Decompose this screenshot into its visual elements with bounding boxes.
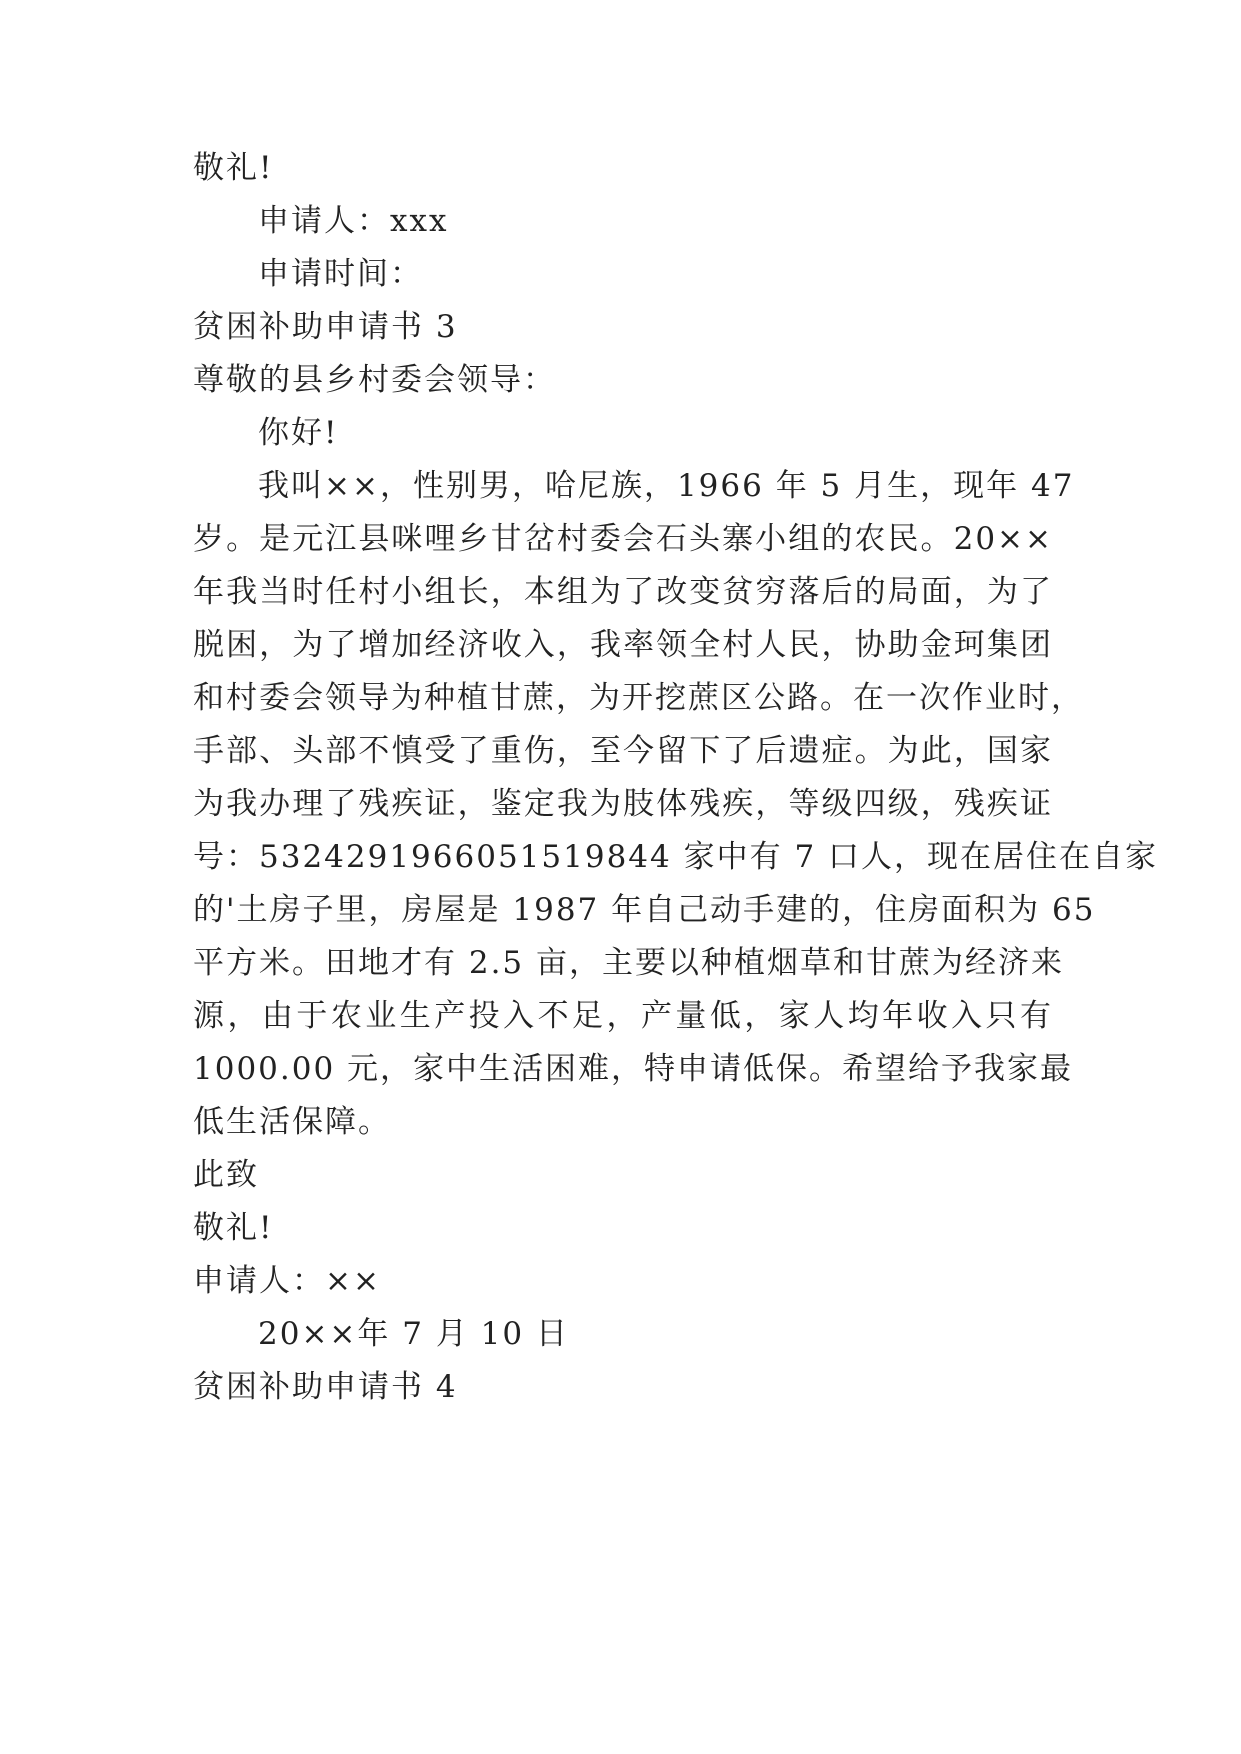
body-line: 源，由于农业生产投入不足，产量低，家人均年收入只有 <box>193 998 1053 1034</box>
closing-salute: 敬礼! <box>193 150 274 186</box>
body-line: 平方米。田地才有 2.5 亩，主要以种植烟草和甘蔗为经济来 <box>193 945 1065 981</box>
salutation: 尊敬的县乡村委会领导： <box>193 362 556 398</box>
body-line: 的'土房子里，房屋是 1987 年自己动手建的，住房面积为 65 <box>193 892 1096 928</box>
body-line: 手部、头部不慎受了重伤，至今留下了后遗症。为此，国家 <box>193 733 1053 769</box>
closing-phrase: 此致 <box>193 1157 259 1193</box>
section-title-3: 贫困补助申请书 3 <box>193 309 458 345</box>
applicant-line: 申请人：xxx <box>258 203 449 239</box>
body-line: 和村委会领导为种植甘蔗，为开挖蔗区公路。在一次作业时， <box>193 680 1084 716</box>
greeting: 你好! <box>258 415 339 451</box>
body-line: 低生活保障。 <box>193 1104 391 1140</box>
applicant-line: 申请人：×× <box>193 1263 381 1299</box>
body-line: 号：53242919660515198​44 家中有 7 口人，现在居住在自家 <box>193 839 1159 875</box>
section-title-4: 贫困补助申请书 4 <box>193 1369 458 1405</box>
body-line: 脱困，为了增加经济收入，我率领全村人民，协助金珂集团 <box>193 627 1053 663</box>
body-line: 为我办理了残疾证，鉴定我为肢体残疾，等级四级，残疾证 <box>193 786 1053 822</box>
body-line: 岁。是元江县咪哩乡甘岔村委会石头寨小组的农民。20×× <box>193 521 1053 557</box>
body-line: 1000.00 元，家中生活困难，特申请低保。希望给予我家最 <box>193 1051 1074 1087</box>
body-line: 年我当时任村小组长，本组为了改变贫穷落后的局面，为了 <box>193 574 1053 610</box>
application-date-line: 申请时间： <box>258 256 423 292</box>
date-line: 20××年 7 月 10 日 <box>258 1316 569 1352</box>
closing-salute: 敬礼! <box>193 1210 274 1246</box>
body-line: 我叫××，性别男，哈尼族，1966 年 5 月生，现年 47 <box>258 468 1075 504</box>
